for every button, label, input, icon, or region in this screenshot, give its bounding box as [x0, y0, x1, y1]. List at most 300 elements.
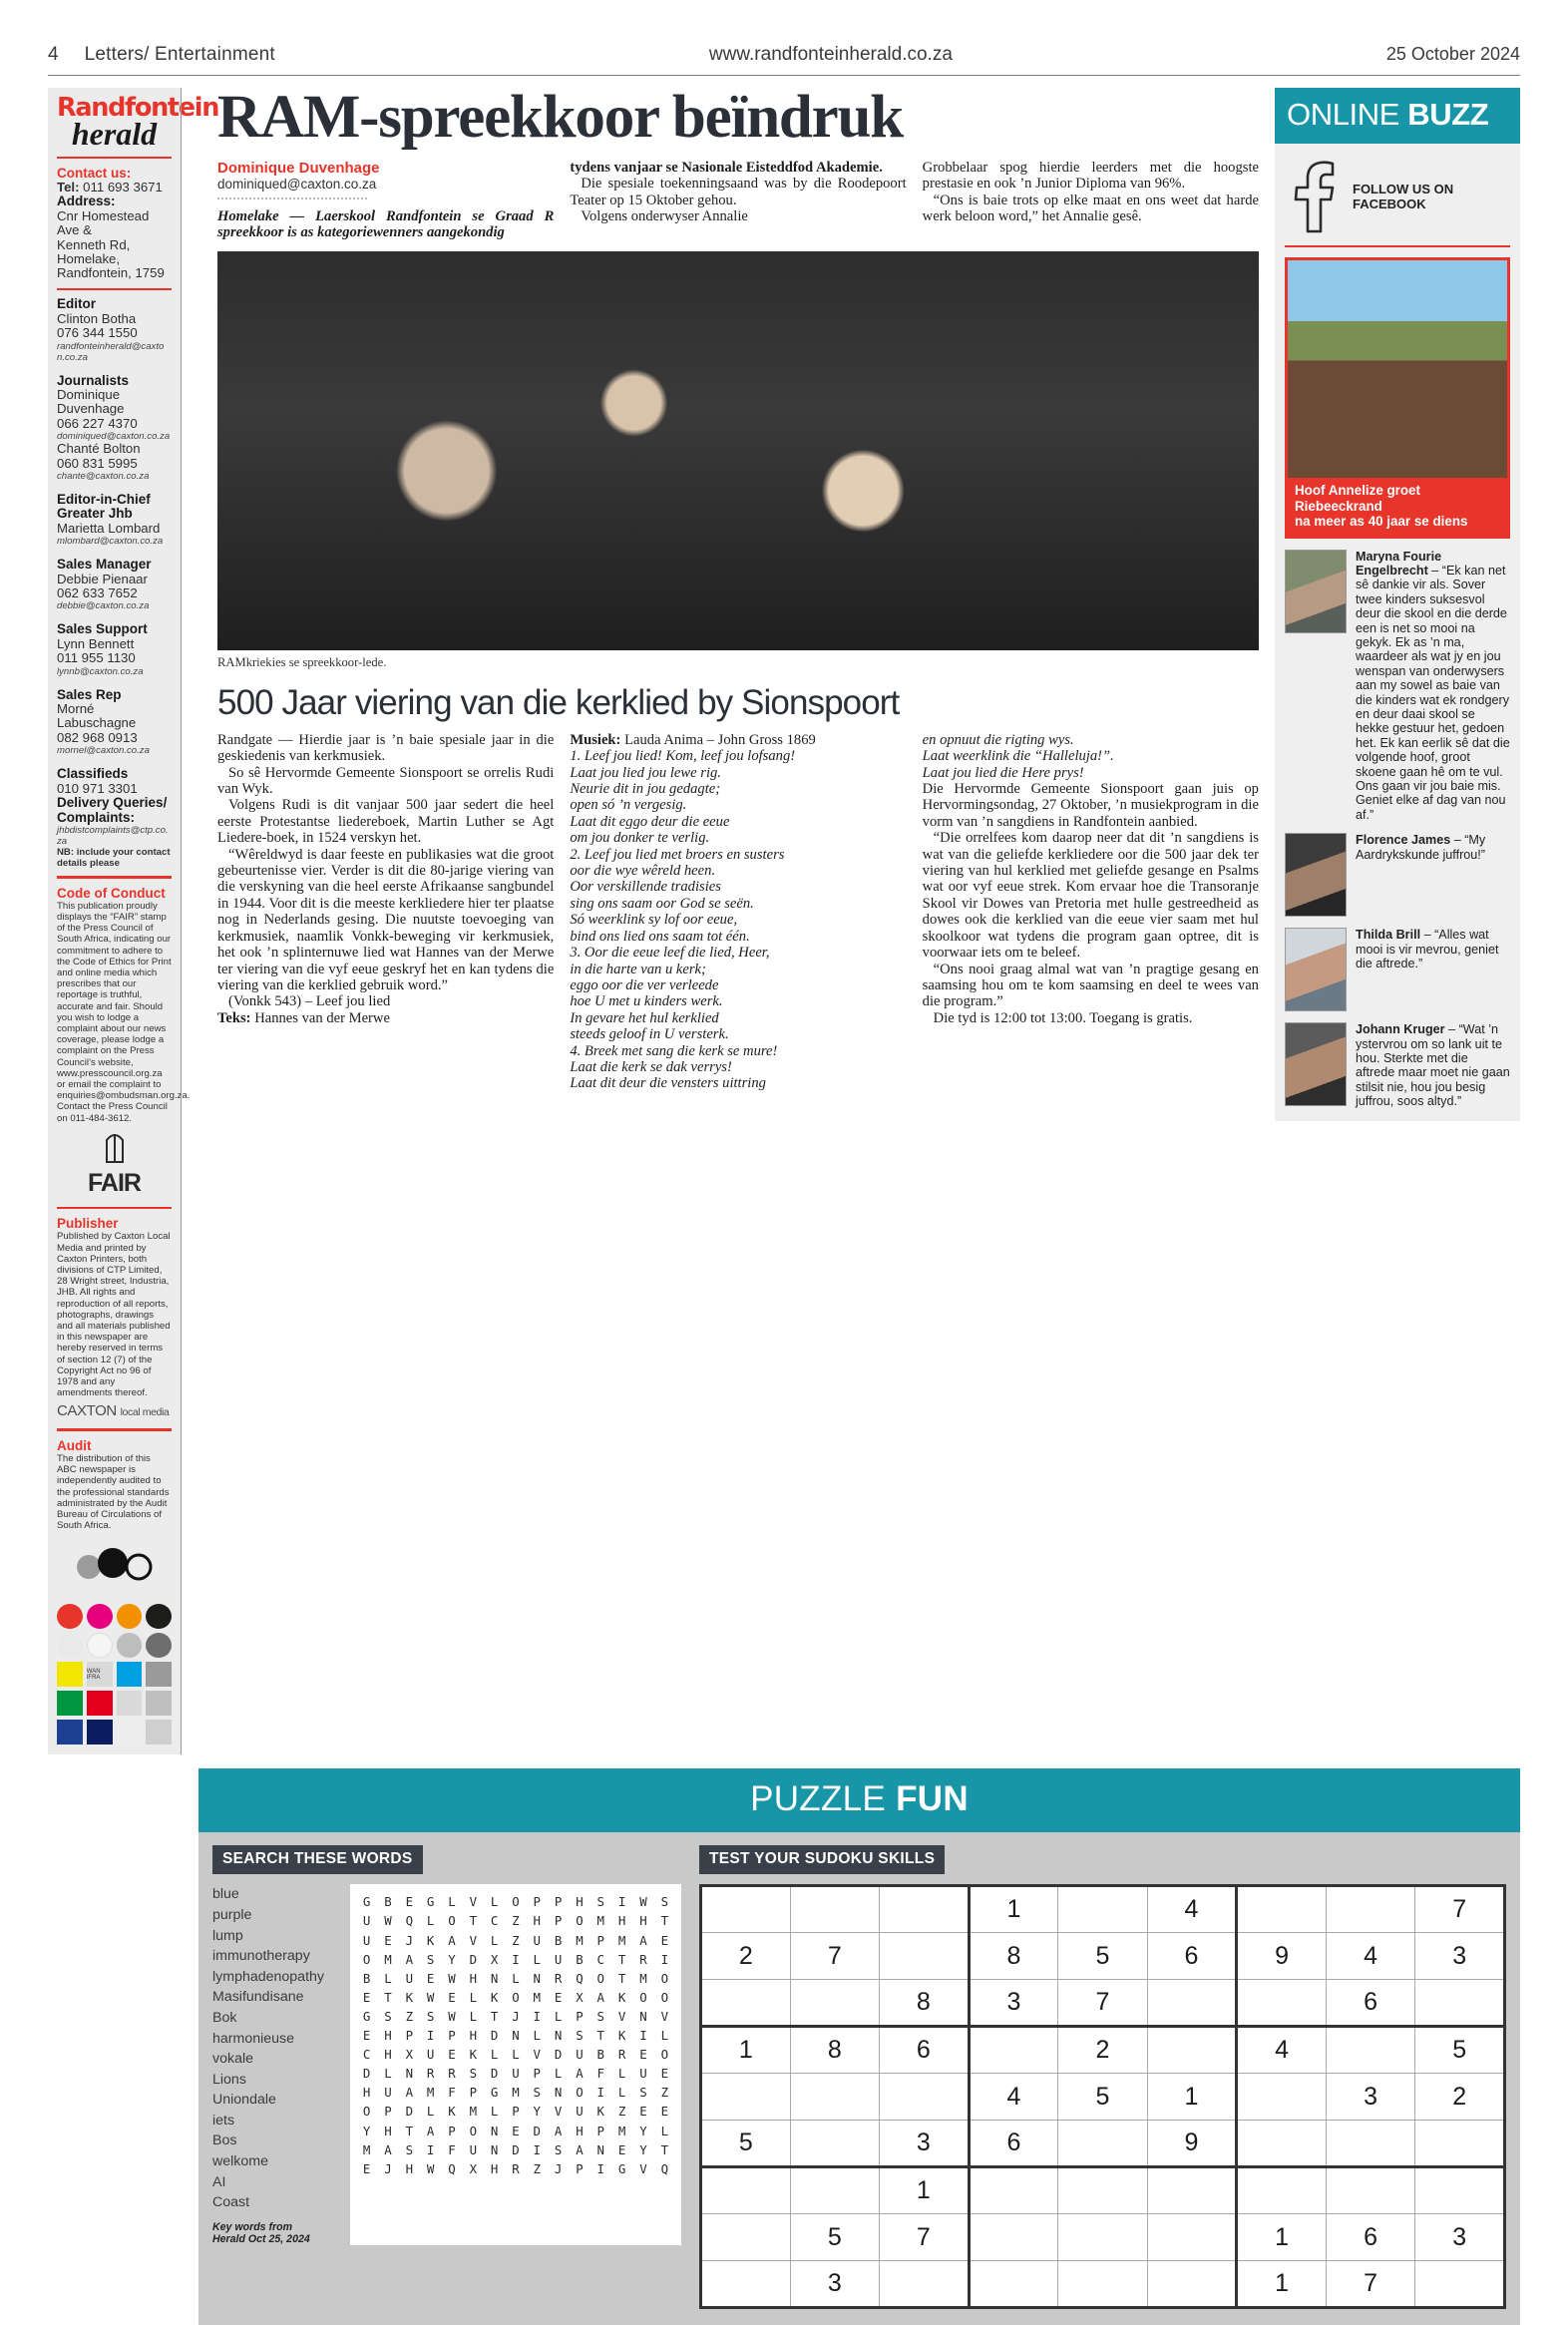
wordsearch-cell: R: [639, 1951, 647, 1967]
sudoku-cell[interactable]: 7: [1415, 1886, 1505, 1933]
wordsearch-cell: H: [384, 2123, 392, 2138]
lyric-line-19: Laat die kerk se dak verrys!: [570, 1058, 732, 1075]
lyric-line-10: Só weerklink sy lof oor eeue,: [570, 912, 738, 929]
wordsearch-cell: L: [554, 2066, 563, 2082]
sudoku-cell[interactable]: [1237, 2167, 1327, 2214]
sudoku-cell[interactable]: [790, 2074, 880, 2121]
sudoku-cell[interactable]: [1147, 2167, 1237, 2214]
wordsearch-cell: S: [405, 2141, 414, 2157]
abc-icon: [73, 1541, 157, 1581]
wordsearch-cell: T: [617, 1951, 626, 1967]
wordsearch-tag: SEARCH THESE WORDS: [212, 1845, 423, 1874]
contact-tel: [57, 181, 172, 194]
wordsearch-cell: J: [384, 2160, 392, 2176]
byline-email: dominiqued@caxton.co.za: [217, 177, 377, 192]
wordsearch-cell: R: [512, 2160, 520, 2176]
wordsearch-words: [212, 1884, 338, 2213]
sudoku-cell[interactable]: [701, 2074, 791, 2121]
wordsearch-cell: Y: [362, 2123, 371, 2138]
article2-teks-label: Teks:: [217, 1009, 251, 1026]
sudoku-cell[interactable]: 6: [1326, 1980, 1415, 2027]
wordsearch-cell: P: [405, 2028, 414, 2044]
follow-line-1: FOLLOW US ON: [1353, 182, 1454, 196]
role-sales-rep: Sales Rep: [57, 686, 122, 702]
wordsearch-cell: C: [362, 2047, 371, 2063]
wordsearch-cell: A: [405, 1951, 414, 1967]
wordsearch-cell: L: [448, 1894, 456, 1910]
sudoku-cell[interactable]: [880, 1886, 970, 1933]
sudoku-cell[interactable]: [1237, 1886, 1327, 1933]
sudoku-cell[interactable]: 8: [880, 1980, 970, 2027]
wordsearch-row: [356, 1988, 675, 2007]
wordsearch-cell: H: [384, 2047, 392, 2063]
sudoku-cell[interactable]: [1415, 1980, 1505, 2027]
masthead-line2: herald: [71, 115, 158, 152]
sudoku-cell[interactable]: 1: [1237, 2261, 1327, 2308]
puzzle-fun-section: [198, 1768, 1520, 2325]
article1-col2-lead: tydens vanjaar se Nasionale Eisteddfod Akademie.: [570, 160, 883, 176]
article2-col3-l0: en opnuut die rigting wys.: [922, 731, 1074, 748]
wordsearch-cell: L: [554, 2008, 563, 2024]
sudoku-cell[interactable]: 5: [1058, 2074, 1148, 2121]
wordsearch-cell: D: [533, 2123, 542, 2138]
article1-col3-p1: Grobbelaar spog hierdie leerders met die hoogste prestasie en ook ’n Junior Diploma van 96%.: [922, 160, 1259, 193]
article1-col2-p1: Die spesiale toekenningsaand was by die Roodepoort Teater op 15 Oktober gehou.: [570, 176, 907, 208]
sales-manager-email: debbie@caxton.co.za: [57, 600, 150, 612]
sudoku-cell[interactable]: 3: [1326, 2074, 1415, 2121]
sudoku-cell[interactable]: 8: [969, 1933, 1058, 1980]
sudoku-cell[interactable]: [790, 2121, 880, 2167]
sudoku-cell[interactable]: 6: [1326, 2214, 1415, 2261]
sudoku-grid[interactable]: [699, 1884, 1506, 2309]
wordsearch-cell: G: [617, 2160, 626, 2176]
sudoku-cell[interactable]: [880, 1933, 970, 1980]
rail-divider-2: [57, 288, 172, 291]
sudoku-cell[interactable]: 8: [790, 2027, 880, 2074]
sudoku-cell[interactable]: 9: [1147, 2121, 1237, 2167]
wordsearch-cell: P: [576, 2160, 584, 2176]
wordsearch-row: [356, 1892, 675, 1911]
wordsearch-cell: L: [426, 2104, 435, 2120]
sudoku-cell[interactable]: [1058, 2214, 1148, 2261]
sudoku-cell[interactable]: [790, 2167, 880, 2214]
wordsearch-cell: Q: [576, 1970, 584, 1986]
sudoku-cell[interactable]: [1147, 2214, 1237, 2261]
sudoku-cell[interactable]: 2: [1415, 2074, 1505, 2121]
wordsearch-cell: O: [639, 1989, 647, 2005]
wordsearch-cell: L: [617, 2085, 626, 2101]
wordsearch-cell: H: [469, 1970, 478, 1986]
wordsearch-cell: Z: [533, 2160, 542, 2176]
byline-divider: [217, 197, 367, 199]
comment-dash-0: –: [1427, 563, 1442, 578]
sudoku-row: [701, 1980, 1505, 2027]
wordsearch-panel: [212, 1845, 681, 2309]
wordsearch-cell: Z: [512, 1913, 520, 1929]
wordsearch-cell: P: [596, 2123, 604, 2138]
wordsearch-cell: P: [533, 1894, 542, 1910]
wordsearch-row: [356, 2159, 675, 2178]
abc-logo: [57, 1531, 172, 1592]
lyric-line-11: bind ons lied ons saam tot één.: [570, 928, 750, 945]
sudoku-cell[interactable]: [1415, 2121, 1505, 2167]
wordsearch-row: [356, 2007, 675, 2026]
article2-col3-l1: Laat weerklink die “Halleluja!”.: [922, 748, 1114, 765]
wordsearch-cell: J: [512, 2008, 520, 2024]
sales-rep-email: mornel@caxton.co.za: [57, 745, 150, 757]
wordsearch-row: [356, 2064, 675, 2083]
sudoku-cell[interactable]: [790, 1980, 880, 2027]
wordsearch-cell: P: [448, 2028, 456, 2044]
eic-name: Marietta Lombard: [57, 520, 161, 536]
wordsearch-cell: R: [617, 2047, 626, 2063]
article2-col3-p4: “Die orrelfees kom daarop neer dat dit ’n sangdiens is wat van die geliefde kerkliedere oor die 500 jaar dek ter viering van hul kerklied met geliefde gesange en Psalms wat oor vyf eeue strek. Kom ervaar hoe die Transoranje Skool vir Dowes van Pretoria met hulle gestreedheid as dowes ook die kerklied van die eeue vier saam met hul skoolkoor wat tydens die program gaan optree, dit is voorwaar iets om te beleef.: [922, 830, 1259, 962]
wordsearch-cell: Y: [533, 2104, 542, 2120]
wordsearch-cell: L: [469, 1989, 478, 2005]
sudoku-cell[interactable]: 1: [1237, 2214, 1327, 2261]
sudoku-row: [701, 1886, 1505, 1933]
wordsearch-cell: U: [469, 2141, 478, 2157]
sudoku-cell[interactable]: [1058, 2167, 1148, 2214]
wordsearch-cell: A: [384, 2141, 392, 2157]
comment-text-0: “Ek kan net sê dankie vir als. Sover twee kinders suksesvol deur die skool en die derde een is net so mooi na gekyk. Ek as ’n ma, waardeer als wat jy en jou wenspan van onderwysers aan my sowel as baie van die kinders wat ek rondgery en deur daai skool se hekke gestuur het, gedoen het. Ek kan eerlik sê dat die volgende hoof, groot skoene gaan hê om te vul. Ons gaan vir jou baie mis. Geniet elke af dag van nou af.”: [1356, 563, 1510, 822]
buzz-caption-line-2: na meer as 40 jaar se diens: [1295, 514, 1468, 529]
sales-rep-name: Morné Labuschagne: [57, 701, 137, 731]
sudoku-cell[interactable]: [1058, 2121, 1148, 2167]
sudoku-cell[interactable]: [969, 2214, 1058, 2261]
sudoku-cell[interactable]: 7: [1058, 1980, 1148, 2027]
sudoku-cell[interactable]: [701, 2261, 791, 2308]
wordsearch-cell: S: [384, 2008, 392, 2024]
wordsearch-cell: M: [362, 2141, 371, 2157]
sudoku-cell[interactable]: [701, 1886, 791, 1933]
wordsearch-cell: U: [576, 2104, 584, 2120]
wordsearch-cell: A: [426, 2123, 435, 2138]
wordsearch-word: Bok: [212, 2009, 237, 2026]
sudoku-cell[interactable]: 4: [1237, 2027, 1327, 2074]
article2-col-2: [570, 732, 906, 1092]
wordsearch-cell: O: [448, 1913, 456, 1929]
journalist1-phone: 066 227 4370: [57, 415, 138, 431]
delivery-label-1: Delivery Queries/: [57, 795, 168, 811]
online-buzz-panel: [1259, 88, 1520, 1754]
wordsearch-cell: J: [405, 1932, 414, 1948]
sudoku-cell[interactable]: [1058, 2261, 1148, 2308]
wordsearch-cell: I: [426, 2028, 435, 2044]
sudoku-cell[interactable]: [701, 1980, 791, 2027]
wordsearch-cell: W: [426, 1989, 435, 2005]
wordsearch-cell: R: [426, 2066, 435, 2082]
issue-date: 25 October 2024: [1385, 44, 1520, 64]
fair-stamp-text: FAIR: [88, 1168, 141, 1197]
sudoku-cell[interactable]: [1326, 2027, 1415, 2074]
lyric-line-18: 4. Breek met sang die kerk se mure!: [570, 1042, 778, 1059]
wordsearch-cell: N: [596, 2141, 604, 2157]
wordsearch-key: [212, 2221, 338, 2245]
wordsearch-cell: H: [384, 2028, 392, 2044]
journalist2-email: chante@caxton.co.za: [57, 471, 150, 482]
wordsearch-cell: N: [639, 2008, 647, 2024]
journalist2-phone: 060 831 5995: [57, 455, 138, 471]
wordsearch-word: welkome: [212, 2153, 268, 2170]
wordsearch-grid[interactable]: [350, 1884, 681, 2245]
sudoku-cell[interactable]: [701, 2214, 791, 2261]
wordsearch-word: Uniondale: [212, 2092, 276, 2109]
wordsearch-cell: M: [533, 1989, 542, 2005]
article2-col-1: [217, 732, 554, 1092]
sudoku-cell[interactable]: [1326, 1886, 1415, 1933]
role-editor: Editor: [57, 296, 96, 312]
wordsearch-cell: L: [512, 1970, 520, 1986]
sudoku-cell[interactable]: 5: [1415, 2027, 1505, 2074]
sudoku-cell[interactable]: [790, 1886, 880, 1933]
wordsearch-cell: I: [533, 2008, 542, 2024]
wordsearch-cell: L: [469, 2008, 478, 2024]
info-rail: [48, 88, 219, 1754]
sudoku-row: [701, 2121, 1505, 2167]
lyric-line-17: steeds geloof in U versterk.: [570, 1026, 729, 1043]
sudoku-cell[interactable]: [1415, 2261, 1505, 2308]
wordsearch-cell: U: [576, 2047, 584, 2063]
wordsearch-cell: E: [554, 1989, 563, 2005]
wordsearch-cell: W: [384, 1913, 392, 1929]
wordsearch-word: AI: [212, 2173, 226, 2190]
buzz-title-bold: BUZZ: [1407, 97, 1489, 132]
sudoku-cell[interactable]: 4: [969, 2074, 1058, 2121]
article2-col3-l2: Laat jou lied die Here prys!: [922, 764, 1084, 781]
wordsearch-cell: Q: [448, 2160, 456, 2176]
wordsearch-cell: U: [554, 1951, 563, 1967]
wordsearch-cell: M: [617, 2123, 626, 2138]
wordsearch-cell: L: [384, 1970, 392, 1986]
sudoku-cell[interactable]: [1237, 1980, 1327, 2027]
swatch-silver: [146, 1720, 172, 1744]
wordsearch-cell: I: [596, 2085, 604, 2101]
sudoku-cell[interactable]: 3: [1415, 1933, 1505, 1980]
sudoku-cell[interactable]: [1326, 2167, 1415, 2214]
wordsearch-cell: O: [576, 1913, 584, 1929]
wordsearch-row: [356, 2045, 675, 2064]
address-line-2: Kenneth Rd,: [57, 236, 131, 252]
sales-support-phone: 011 955 1130: [57, 650, 136, 666]
wordsearch-cell: G: [490, 2085, 499, 2101]
sales-manager-name: Debbie Pienaar: [57, 571, 148, 586]
role-editor-in-chief-region: Greater Jhb: [57, 506, 133, 522]
wordsearch-cell: P: [554, 1894, 563, 1910]
sudoku-cell[interactable]: 2: [1058, 2027, 1148, 2074]
sudoku-cell[interactable]: 3: [790, 2261, 880, 2308]
sudoku-cell[interactable]: 5: [701, 2121, 791, 2167]
facebook-follow-row[interactable]: [1285, 154, 1510, 243]
wordsearch-cell: T: [384, 1989, 392, 2005]
sudoku-cell[interactable]: 9: [1237, 1933, 1327, 1980]
sudoku-cell[interactable]: [1237, 2074, 1327, 2121]
sudoku-cell[interactable]: 4: [1326, 1933, 1415, 1980]
wordsearch-cell: S: [576, 2028, 584, 2044]
wordsearch-row: [356, 1969, 675, 1988]
sudoku-panel: [699, 1845, 1506, 2309]
delivery-email: jhbdistcomplaints@ctp.co.za: [57, 824, 169, 847]
lyric-line-16: In gevare het hul kerklied: [570, 1009, 719, 1026]
wordsearch-cell: L: [490, 2104, 499, 2120]
comment-text-2: “Alles wat mooi is vir mevrou, geniet die aftrede.”: [1356, 928, 1499, 971]
sudoku-cell[interactable]: 7: [1326, 2261, 1415, 2308]
wordsearch-row: [356, 1931, 675, 1950]
sudoku-cell[interactable]: 6: [880, 2027, 970, 2074]
sudoku-cell[interactable]: 3: [880, 2121, 970, 2167]
sudoku-cell[interactable]: [969, 2167, 1058, 2214]
sudoku-cell[interactable]: 7: [880, 2214, 970, 2261]
sudoku-cell[interactable]: 1: [880, 2167, 970, 2214]
sudoku-cell[interactable]: [1237, 2121, 1327, 2167]
article2-col1-p3: “Wêreldwyd is daar feeste en publikasies wat die groot gebeurtenisse vier. Verder is dit die 80-jarige viering van die verskyning van die heel eerste Afrikaanse sangbundel in 1944. Voor dit is die meeste kerkliedere hier ter plaatse nog in Nederlands gesing. Die nuutste toevoeging van kerkmusiek, naamlik Vonkk-beweging vir kerkmusiek, het ook ’n splinternuwe lied wat Hannes van der Merwe ter viering van die vyf eeue geskryf het en kan tydens die viering van die kerklied gebruik word.”: [217, 846, 555, 993]
wordsearch-cell: U: [384, 2085, 392, 2101]
article1-columns: [217, 160, 1259, 241]
wordsearch-cell: F: [448, 2085, 456, 2101]
wordsearch-cell: E: [405, 1894, 414, 1910]
wordsearch-word: blue: [212, 1886, 239, 1903]
buzz-photo-caption: [1288, 478, 1507, 536]
sudoku-cell[interactable]: [969, 2027, 1058, 2074]
wordsearch-cell: D: [490, 2028, 499, 2044]
comment-author-2: Thilda Brill: [1356, 928, 1421, 943]
sudoku-cell[interactable]: 7: [790, 1933, 880, 1980]
wordsearch-cell: P: [554, 1913, 563, 1929]
wordsearch-cell: S: [596, 1894, 604, 1910]
wordsearch-cell: V: [533, 2047, 542, 2063]
wordsearch-cell: K: [405, 1989, 414, 2005]
wordsearch-cell: K: [469, 2047, 478, 2063]
sudoku-cell[interactable]: 5: [1058, 1933, 1148, 1980]
wordsearch-cell: T: [660, 1913, 669, 1929]
wordsearch-cell: W: [448, 1970, 456, 1986]
wordsearch-cell: L: [384, 2066, 392, 2082]
page-number: 4: [48, 44, 59, 65]
sudoku-tag: TEST YOUR SUDOKU SKILLS: [699, 1845, 945, 1874]
sudoku-cell[interactable]: 1: [701, 2027, 791, 2074]
swatch-wanifra: WAN IFRA: [87, 1662, 113, 1687]
sudoku-cell[interactable]: [1326, 2121, 1415, 2167]
sudoku-cell[interactable]: [1415, 2167, 1505, 2214]
lyric-line-8: Oor verskillende tradisies: [570, 879, 721, 896]
sudoku-cell[interactable]: 1: [969, 1886, 1058, 1933]
sudoku-cell[interactable]: 6: [1147, 1933, 1237, 1980]
swatch-green: [57, 1691, 83, 1716]
sudoku-cell[interactable]: [1147, 2261, 1237, 2308]
wordsearch-cell: B: [384, 1894, 392, 1910]
wordsearch-cell: W: [639, 1894, 647, 1910]
wordsearch-cell: F: [596, 2066, 604, 2082]
article1-photo-caption: RAMkriekies se spreekkoor-lede.: [217, 654, 387, 669]
wordsearch-cell: Z: [405, 2008, 414, 2024]
wordsearch-row: [356, 2026, 675, 2045]
wordsearch-cell: R: [448, 2066, 456, 2082]
wordsearch-cell: S: [426, 2008, 435, 2024]
rail-divider-5: [57, 1428, 172, 1431]
article2-columns: [217, 732, 1259, 1092]
wordsearch-cell: G: [426, 1894, 435, 1910]
wordsearch-cell: D: [554, 2047, 563, 2063]
wordsearch-cell: E: [362, 1989, 371, 2005]
wordsearch-cell: I: [533, 2141, 542, 2157]
wordsearch-cell: X: [576, 1989, 584, 2005]
lyric-line-1: Laat jou lied jou lewe rig.: [570, 764, 721, 781]
sudoku-cell[interactable]: [701, 2167, 791, 2214]
sudoku-cell[interactable]: 2: [701, 1933, 791, 1980]
swatch-midgrey: [146, 1662, 172, 1687]
wordsearch-word: iets: [212, 2112, 235, 2129]
comment-dash-1: –: [1450, 833, 1465, 848]
sudoku-cell[interactable]: 1: [1147, 2074, 1237, 2121]
audit-title: Audit: [57, 1437, 92, 1453]
sudoku-cell[interactable]: [880, 2261, 970, 2308]
masthead-line1: Randfontein: [57, 93, 219, 123]
wordsearch-cell: E: [660, 1932, 669, 1948]
role-editor-in-chief: Editor-in-Chief: [57, 492, 151, 507]
article2-col-3: [923, 732, 1259, 1092]
wordsearch-cell: A: [576, 2066, 584, 2082]
swatch-yellow: [57, 1662, 83, 1687]
publisher-title: Publisher: [57, 1216, 119, 1232]
buzz-caption-line-1: Hoof Annelize groet Riebeeckrand: [1295, 483, 1420, 514]
wordsearch-cell: U: [362, 1913, 371, 1929]
buzz-photo: [1288, 260, 1507, 478]
rail-divider-3: [57, 876, 172, 879]
comment-author-1: Florence James: [1356, 833, 1451, 848]
wordsearch-cell: T: [469, 1913, 478, 1929]
wordsearch-cell: K: [617, 1989, 626, 2005]
wordsearch-cell: V: [469, 1932, 478, 1948]
sudoku-cell[interactable]: [1058, 1886, 1148, 1933]
avatar: [1285, 833, 1347, 917]
wordsearch-word: purple: [212, 1906, 252, 1923]
sudoku-cell[interactable]: [1147, 1980, 1237, 2027]
sudoku-cell[interactable]: 5: [790, 2214, 880, 2261]
sudoku-cell[interactable]: 6: [969, 2121, 1058, 2167]
wordsearch-cell: V: [617, 2008, 626, 2024]
editor-name: Clinton Botha: [57, 310, 137, 326]
buzz-comment: [1285, 822, 1510, 917]
article2-headline: 500 Jaar viering van die kerklied by Sionspoort: [217, 682, 900, 722]
sudoku-cell[interactable]: [969, 2261, 1058, 2308]
buzz-comment: [1285, 917, 1510, 1011]
sudoku-cell[interactable]: [1147, 2027, 1237, 2074]
article2-col1-p1: So sê Hervormde Gemeente Sionspoort se orrelis Rudi van Wyk.: [217, 764, 555, 798]
press-council-fair-logo: [57, 1124, 172, 1200]
sudoku-cell[interactable]: 3: [969, 1980, 1058, 2027]
comment-dash-2: –: [1420, 928, 1435, 943]
code-of-conduct-title: Code of Conduct: [57, 885, 166, 901]
sudoku-cell[interactable]: 4: [1147, 1886, 1237, 1933]
article2-musiek-label: Musiek:: [570, 731, 621, 748]
sudoku-cell[interactable]: 3: [1415, 2214, 1505, 2261]
article1-col3-p2: “Ons is baie trots op elke maat en ons weet dat harde werk beloon word,” het Annalie gesê.: [922, 192, 1259, 225]
address-label: Address:: [57, 194, 116, 209]
swatch-grey: [117, 1633, 143, 1658]
wordsearch-cell: E: [660, 2104, 669, 2120]
article2-col1-p0: Randgate — Hierdie jaar is ’n baie spesiale jaar in die geskiedenis van kerkmusiek.: [217, 731, 555, 765]
wordsearch-word: Masifundisane: [212, 1989, 304, 2006]
facebook-divider: [1285, 245, 1510, 247]
wordsearch-cell: X: [405, 2047, 414, 2063]
wordsearch-cell: H: [639, 1913, 647, 1929]
wordsearch-cell: S: [660, 1894, 669, 1910]
wordsearch-cell: H: [362, 2085, 371, 2101]
wordsearch-cell: D: [362, 2066, 371, 2082]
key-line-1: Key words from: [212, 2220, 293, 2233]
sudoku-cell[interactable]: [880, 2074, 970, 2121]
wordsearch-cell: H: [576, 1894, 584, 1910]
